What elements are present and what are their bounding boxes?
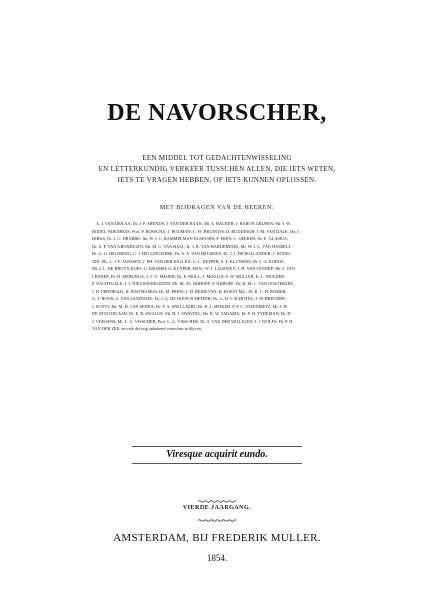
- subtitle-line: IETS TE VRAGEN HEBBEN, OF IETS KUNNEN OPLOSSEN.: [117, 176, 317, 184]
- wavy-ornament-icon: [198, 500, 236, 503]
- contributor-line: Dr. G. G. HELDRING; C. J. HELLINGWERF; Dr. A. A. VAN HEUSDEN; Dr. J. J. DE HOLLANDER; J. HONIG: [92, 251, 291, 256]
- edition-label: VIERDE JAARGANG.: [182, 505, 252, 511]
- wavy-ornament-icon: [198, 519, 236, 522]
- contributor-line: VAN DER ZEE; en vele die nog onbekend wenschen te blijven.: [92, 326, 202, 331]
- motto: Viresque acquirit eundo.: [166, 449, 268, 460]
- subtitle-line: EN LETTERKUNDIG VERKEER TUSSCHEN ALLEN, DIE IETS WETEN,: [98, 165, 336, 173]
- contributor-line: JZN. JR.; L. J. F. JANSSEN; J. PH. VAN DER KELLEN; G. L. KEPPER; S. F. KLUNSMA; Dr. J. G. KORGE;: [92, 258, 285, 264]
- journal-title: DE NAVORSCHER,: [107, 100, 327, 126]
- subtitle-block: [30, 153, 404, 186]
- contributor-line: DE STOOTELAAR; Dr. E. B. SWALUE; Mr. H. J. SWAVING; Mr. R. W. TADAMA; Dr. P. H. TYDEMAN; Dr. D.: [92, 311, 292, 316]
- contributor-line: J. VEEGENS; Mr. L. G. VISSCHER; Prof. L. G. VISSCHER; Dr. A. VAN DER WILLIGEN; J. J. WOLFS; Dr. P. H.: [92, 318, 294, 324]
- motto-rule-bottom: [132, 463, 302, 464]
- contributor-line: J. SCOTT; Jhr. M. H. VAN SEINIA; Dr. F. A. SNELLAERT; Dr. H. J. SPIJKER; P. P. C. STEENMETZ; Mr. J. H.: [92, 303, 288, 309]
- motto-rule-top: [132, 446, 302, 447]
- contributor-line: BODEL-NIJENHUIS; Prof. P. BOSSCHA; J. BOUMAN; C. W. BRUINVIS; D. BUDDINGH; J. M. VAN DALE; Mr. J.: [92, 228, 300, 234]
- contributors-heading: MET BIJDRAGEN VAN DE HEEREN:: [159, 205, 275, 211]
- contributor-line: Mr. J. L. DE BRUYN KOPS; G. KRAMM; G. KUYPER, HZN.; W. J. LAGEWEY; J. H. VAN LENNEP; Mr. J. VAN: [92, 266, 295, 271]
- subtitle-line: EEN MIDDEL TOT GEDACHTENWISSELING: [142, 154, 292, 162]
- contributor-line: J. H. PERTHOLD; K. POSTHUMUS; Dr. M. PRINS; J. H. REINEVAN; H. ROEST MZ.; Dr. R. C. H. ROMER;: [92, 288, 287, 294]
- contributor-line: Dr. A. F. VAN GRONINGEN; Mr. M. C. VAN HALL; K. J. R. VAN HARDERWIJK; Mr. W. J. C. VAN HASSELT;: [92, 243, 292, 249]
- contributor-line: LENNEP; Dr. H. MEBIJNGA; J. F. G. MEIJER; Dr. E. MOLL; J. MOULIN; F. W. MULLER; K. L. MULDER;: [92, 273, 286, 279]
- contributor-line: DIRKS; Dr. J. C. DRABBE; Jhr. W. J. C. RAMMELMAN ELSEVIER; F. FREY; C. GEERDS; Dr. E. GLASIUS;: [92, 236, 288, 241]
- publication-year: 1854.: [206, 553, 228, 563]
- contributors-list: [92, 220, 362, 333]
- publisher-imprint: AMSTERDAM, BIJ FREDERIK MULLER.: [113, 532, 321, 544]
- contributor-line: G. T. ROOS; G. VAN SANDWIJK; Dr. J. G. DE HOOP SCHEFFER; Dr. G. D. J. SCHOTEL; J. SCHREUDER;: [92, 296, 286, 301]
- contributor-line: A. J. VAN DER AA; Dr. J. P. ARENDS; J. VAN DER BAAN; Mr. A. BACKER; J. BARON GRIJSEN; Mr. J. W.: [96, 221, 291, 226]
- contributor-line: P. NACHTGALE; J. J. NIEUWENHUIJZEN; Mr. IR. AV. NIJHOFF; P. NIJHOFF; Dr. H. M. C. VAN OOSTERZEE;: [92, 281, 295, 286]
